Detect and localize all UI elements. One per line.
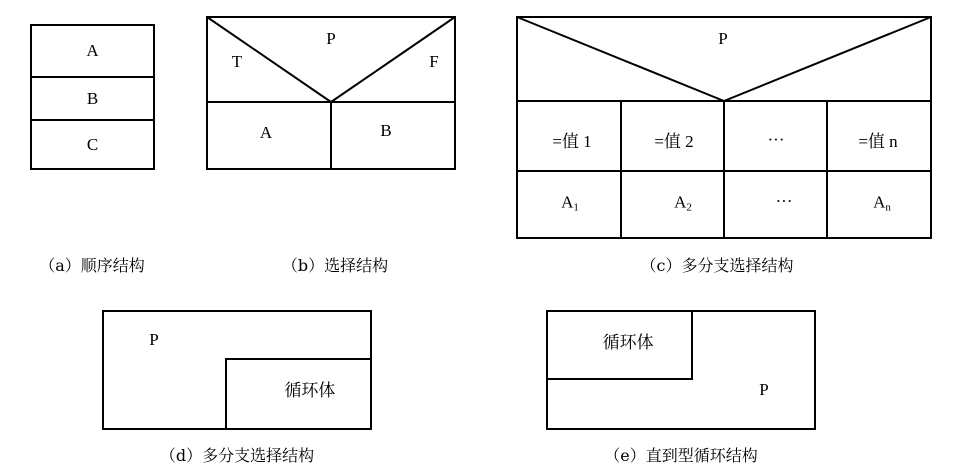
action-label: $A_2$ <box>674 192 692 214</box>
true-branch: A <box>259 123 273 142</box>
action-label: $A_1$ <box>561 192 579 214</box>
caption-b: （b）选择结构 <box>281 256 389 275</box>
caption-a: （a）顺序结构 <box>39 256 145 275</box>
selection-condition: P <box>326 29 336 48</box>
false-label: F <box>429 52 439 71</box>
case-label: =值 2 <box>654 132 694 151</box>
loop-condition-e: P <box>759 380 769 399</box>
case-label: =值 1 <box>552 132 592 151</box>
block-label: C <box>86 134 99 154</box>
false-branch: B <box>380 121 392 140</box>
multi-branch-diagonal-right <box>724 17 931 101</box>
multi-branch-diagonal-left <box>517 17 724 101</box>
case-label: ··· <box>767 130 785 149</box>
loop-body-e <box>546 310 693 380</box>
loop-condition-d: P <box>149 330 159 349</box>
loop-body-d <box>225 358 372 430</box>
true-label: T <box>231 52 243 71</box>
block-label: A <box>86 41 99 60</box>
caption-c: （c）多分支选择结构 <box>640 256 794 275</box>
caption-e: （e）直到型循环结构 <box>604 446 758 465</box>
action-label: ··· <box>775 191 793 211</box>
multi-branch-condition: P <box>718 29 728 48</box>
action-label: $A_n$ <box>873 192 891 214</box>
case-label: =值 n <box>858 132 898 151</box>
caption-d: （d）多分支选择结构 <box>159 446 315 465</box>
loop-body-label: 循环体 <box>602 333 654 353</box>
block-label: B <box>86 88 99 108</box>
loop-body-label: 循环体 <box>284 381 336 401</box>
